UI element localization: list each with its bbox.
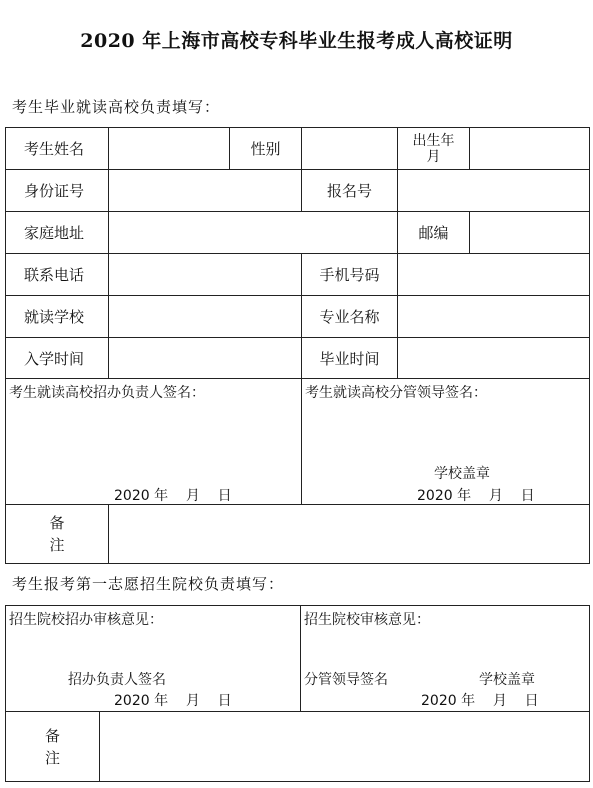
gender-label: 性别 [230, 128, 302, 170]
name-label: 考生姓名 [6, 128, 109, 170]
school-field[interactable] [109, 296, 302, 338]
remark-label-line1: 备 [49, 514, 65, 532]
admitting-school-table [5, 605, 590, 782]
phone-field[interactable] [109, 254, 302, 296]
remark-label-2 [6, 712, 100, 782]
grad-time-label: 毕业时间 [302, 338, 398, 379]
birth-field[interactable] [470, 128, 590, 170]
section1-heading: 考生毕业就读高校负责填写： [12, 98, 221, 116]
birth-label [398, 128, 470, 170]
admissions-office-sign-cell[interactable] [6, 379, 302, 505]
birth-label-line2: 月 [426, 148, 441, 165]
birth-label-line1: 出生年 [412, 132, 455, 149]
phone-label: 联系电话 [6, 254, 109, 296]
reg-no-label: 报名号 [302, 170, 398, 212]
school-review-label: 招生院校审核意见： [304, 612, 430, 628]
section2-heading: 考生报考第一志愿招生院校负责填写： [12, 575, 285, 593]
gender-field[interactable] [302, 128, 398, 170]
address-label: 家庭地址 [6, 212, 109, 254]
postcode-label: 邮编 [398, 212, 470, 254]
grad-time-field[interactable] [398, 338, 590, 379]
remark-label-2-line1: 备 [44, 726, 60, 745]
id-card-label: 身份证号 [6, 170, 109, 212]
major-label: 专业名称 [302, 296, 398, 338]
school-seal-label: 学校盖章 [434, 466, 490, 482]
mobile-label: 手机号码 [302, 254, 398, 296]
admissions-head-sign-label: 招办负责人签名 [68, 672, 166, 688]
address-field[interactable] [109, 212, 398, 254]
sign-date-left: 2020 年 月 日 [114, 488, 232, 504]
remark-label-line2: 注 [49, 536, 65, 554]
mobile-field[interactable] [398, 254, 590, 296]
remark-label [6, 505, 109, 564]
page-title: 2020 年上海市高校专科毕业生报考成人高校证明 [80, 30, 513, 52]
major-field[interactable] [398, 296, 590, 338]
school-seal-label-2: 学校盖章 [479, 672, 535, 688]
admissions-review-label: 招生院校招办审核意见： [9, 612, 163, 628]
enroll-time-label: 入学时间 [6, 338, 109, 379]
leader-sign-label-2: 分管领导签名 [304, 672, 388, 688]
remark-label-2-line2: 注 [44, 748, 60, 767]
id-card-field[interactable] [109, 170, 302, 212]
name-field[interactable] [109, 128, 230, 170]
postcode-field[interactable] [470, 212, 590, 254]
review-date-left: 2020 年 月 日 [114, 693, 232, 709]
leader-sign-label: 考生就读高校分管领导签名： [305, 385, 487, 401]
school-review-cell[interactable] [301, 606, 590, 712]
admissions-office-sign-label: 考生就读高校招办负责人签名： [9, 385, 205, 401]
reg-no-field[interactable] [398, 170, 590, 212]
admissions-review-cell[interactable] [6, 606, 301, 712]
remark-field-2[interactable] [100, 712, 590, 782]
leader-sign-cell[interactable] [302, 379, 590, 505]
enroll-time-field[interactable] [109, 338, 302, 379]
graduate-info-table [5, 127, 590, 564]
sign-date-right: 2020 年 月 日 [417, 488, 535, 504]
remark-field[interactable] [109, 505, 590, 564]
review-date-right: 2020 年 月 日 [421, 693, 539, 709]
school-label: 就读学校 [6, 296, 109, 338]
